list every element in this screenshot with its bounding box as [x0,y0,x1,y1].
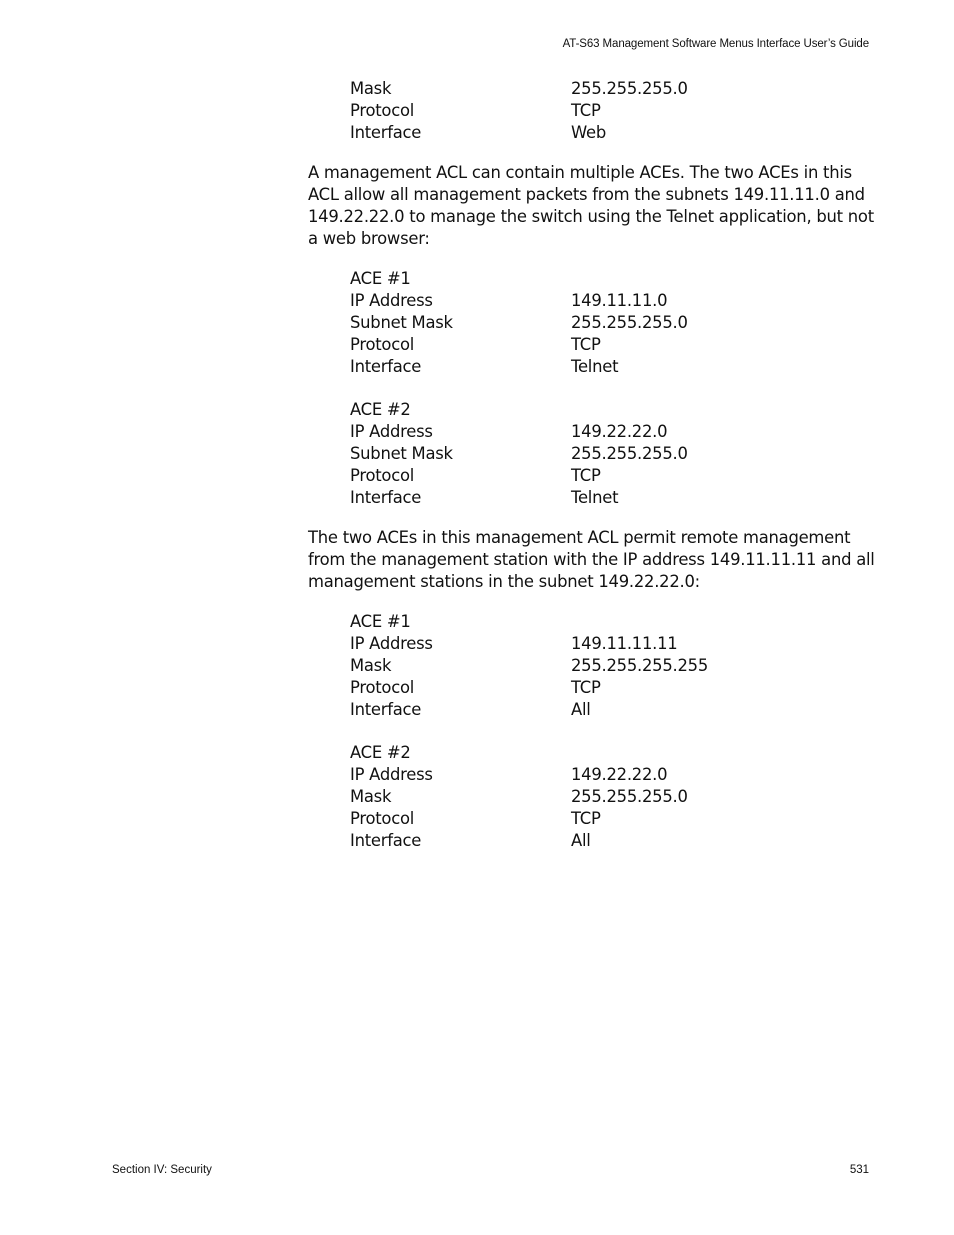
kv-label: IP Address [350,765,433,784]
ace-block-top [350,78,878,144]
kv-value: 255.255.255.0 [571,79,688,98]
kv-row [350,312,878,334]
kv-value: 255.255.255.0 [571,787,688,806]
kv-label: Interface [350,831,422,850]
kv-label: Interface [350,123,422,142]
example2-ace1 [350,611,878,721]
kv-label: Protocol [350,678,415,697]
kv-label: IP Address [350,634,433,653]
kv-row [350,443,878,465]
kv-label: Protocol [350,466,415,485]
kv-row [350,421,878,443]
footer-page-number: 531 [849,1164,869,1176]
ace-title: ACE #2 [350,400,411,419]
kv-row [350,334,878,356]
kv-label: Interface [350,700,422,719]
kv-row [350,487,878,509]
kv-value: 149.22.22.0 [571,765,668,784]
kv-row [350,764,878,786]
spacer [308,721,878,742]
kv-value: All [571,700,591,719]
kv-label: Interface [350,357,422,376]
kv-label: IP Address [350,422,433,441]
ace-title: ACE #2 [350,743,411,762]
ace-title-row [350,268,878,290]
kv-value: TCP [571,466,601,485]
running-header: AT-S63 Management Software Menus Interface User’s Guide [562,38,869,50]
kv-label: Mask [350,656,392,675]
kv-row [350,356,878,378]
kv-value: 255.255.255.255 [571,656,709,675]
kv-row [350,290,878,312]
ace-title-row [350,399,878,421]
kv-row [350,633,878,655]
kv-label: Protocol [350,335,415,354]
ace-title: ACE #1 [350,612,411,631]
page-content [308,78,878,852]
kv-row [350,830,878,852]
ace-title: ACE #1 [350,269,411,288]
kv-value: TCP [571,678,601,697]
kv-value: All [571,831,591,850]
kv-row [350,655,878,677]
kv-row [350,699,878,721]
kv-label: Interface [350,488,422,507]
ace-title-row [350,742,878,764]
kv-label: Protocol [350,101,415,120]
footer-section: Section IV: Security [112,1164,212,1176]
kv-value: TCP [571,335,601,354]
paragraph-remote-management: The two ACEs in this management ACL permit remote management from the management station with the IP address 149.11.11.11 and all management stations in the subnet 149.22.22.0: [308,528,875,591]
ace-title-row [350,611,878,633]
spacer [308,378,878,399]
kv-row [350,78,878,100]
kv-row [350,465,878,487]
example1-ace2 [350,399,878,509]
kv-row [350,808,878,830]
kv-value: 255.255.255.0 [571,313,688,332]
kv-row [350,122,878,144]
kv-value: Telnet [571,357,619,376]
kv-value: 149.11.11.0 [571,291,668,310]
kv-value: 149.11.11.11 [571,634,678,653]
kv-label: Subnet Mask [350,313,453,332]
kv-value: TCP [571,809,601,828]
kv-label: Protocol [350,809,415,828]
paragraph-multiple-aces: A management ACL can contain multiple ACEs. The two ACEs in this ACL allow all management packets from the subnets 149.11.11.0 and 149.22.22.0 to manage the switch using the Telnet application, but not a web browser: [308,163,874,248]
kv-label: Mask [350,79,392,98]
kv-label: Subnet Mask [350,444,453,463]
kv-value: 255.255.255.0 [571,444,688,463]
kv-value: 149.22.22.0 [571,422,668,441]
kv-row [350,786,878,808]
kv-label: IP Address [350,291,433,310]
example1-ace1 [350,268,878,378]
kv-value: Web [571,123,606,142]
kv-value: TCP [571,101,601,120]
example2-ace2 [350,742,878,852]
kv-row [350,100,878,122]
kv-label: Mask [350,787,392,806]
kv-value: Telnet [571,488,619,507]
kv-row [350,677,878,699]
